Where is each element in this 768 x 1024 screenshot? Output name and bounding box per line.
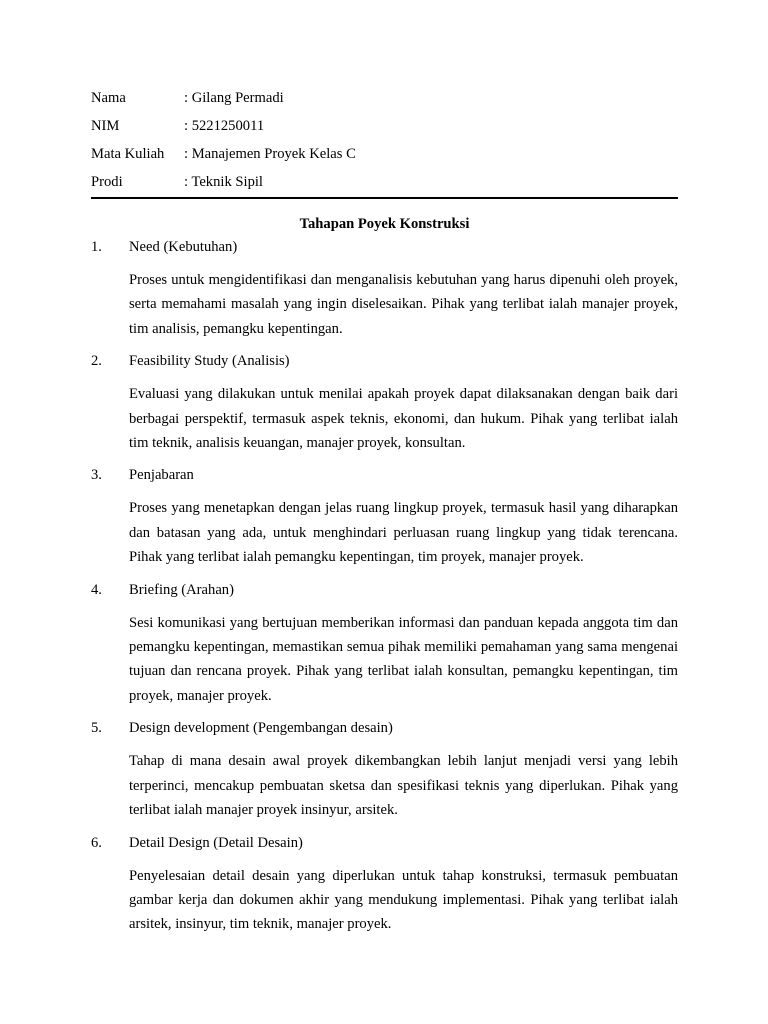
step-title: Penjabaran	[129, 467, 194, 484]
header-label: Nama	[91, 89, 126, 106]
step-title: Feasibility Study (Analisis)	[129, 353, 290, 370]
step-number: 1.	[91, 239, 102, 255]
step-heading	[91, 235, 678, 259]
step-heading	[91, 578, 678, 602]
header-row-nim	[91, 112, 678, 140]
step-number: 4.	[91, 581, 102, 598]
header-label: NIM	[91, 117, 120, 134]
header-label: Mata Kuliah	[91, 145, 165, 162]
step-title: Detail Design (Detail Desain)	[129, 834, 303, 851]
header-value: : Gilang Permadi	[184, 89, 284, 106]
step-description: Evaluasi yang dilakukan untuk menilai apakah proyek dapat dilaksanakan dengan baik dari berbagai perspektif, termasuk aspek teknis, ekonomi, dan hukum. Pihak yang terlibat ialah tim teknik, analisis keuangan, manajer proyek, konsultan.	[129, 386, 678, 452]
document-title: Tahapan Poyek Konstruksi	[299, 216, 470, 232]
header-value: : 5221250011	[184, 117, 265, 134]
header-value: : Teknik Sipil	[184, 173, 263, 190]
step-item	[91, 349, 678, 455]
step-item	[91, 578, 678, 709]
step-description: Sesi komunikasi yang bertujuan memberikan informasi dan panduan kepada anggota tim dan pemangku kepentingan, memastikan semua pihak memiliki pemahaman yang sama mengenai tujuan dan rencana proyek. Pihak yang terlibat ialah konsultan, pemangku kepentingan, tim proyek, manajer proyek.	[129, 614, 678, 704]
step-description: Tahap di mana desain awal proyek dikembangkan lebih lanjut menjadi versi yang lebih terperinci, mencakup pembuatan sketsa dan spesifikasi teknis yang diperlukan. Pihak yang terlibat ialah manajer proyek insinyur, arsitek.	[129, 753, 678, 819]
step-description: Penyelesaian detail desain yang diperlukan untuk tahap konstruksi, termasuk pembuatan gambar kerja dan dokumen akhir yang mendukung implementasi. Pihak yang terlibat ialah arsitek, insinyur, tim teknik, manajer proyek.	[129, 867, 678, 933]
header-value: : Manajemen Proyek Kelas C	[184, 145, 356, 162]
step-title: Briefing (Arahan)	[129, 581, 234, 598]
step-heading	[91, 349, 678, 373]
step-heading	[91, 831, 678, 855]
header-label: Prodi	[91, 173, 123, 190]
step-item	[91, 235, 678, 341]
header-row-prodi	[91, 168, 678, 196]
step-description: Proses yang menetapkan dengan jelas ruang lingkup proyek, termasuk hasil yang diharapkan dan batasan yang ada, untuk menghindari perluasan ruang lingkup yang tidak terencana. Pihak yang terlibat ialah pemangku kepentingan, tim proyek, manajer proyek.	[129, 500, 678, 566]
header-row-mata-kuliah	[91, 140, 678, 168]
header-row-nama	[91, 84, 678, 112]
step-title: Design development (Pengembangan desain)	[129, 720, 393, 737]
header-divider	[91, 197, 678, 199]
step-number: 3.	[91, 467, 102, 484]
step-number: 5.	[91, 720, 102, 737]
step-item	[91, 463, 678, 569]
student-info-header	[91, 84, 678, 196]
step-item	[91, 831, 678, 937]
document-page	[91, 84, 678, 945]
step-number: 6.	[91, 834, 102, 851]
step-heading	[91, 716, 678, 740]
step-item	[91, 716, 678, 822]
step-number: 2.	[91, 353, 102, 370]
step-title: Need (Kebutuhan)	[129, 239, 238, 255]
step-description: Proses untuk mengidentifikasi dan menganalisis kebutuhan yang harus dipenuhi oleh proyek, serta memahami masalah yang ingin diselesaikan. Pihak yang terlibat ialah manajer proyek, tim analisis, pemangku kepentingan.	[129, 272, 678, 337]
step-heading	[91, 463, 678, 487]
